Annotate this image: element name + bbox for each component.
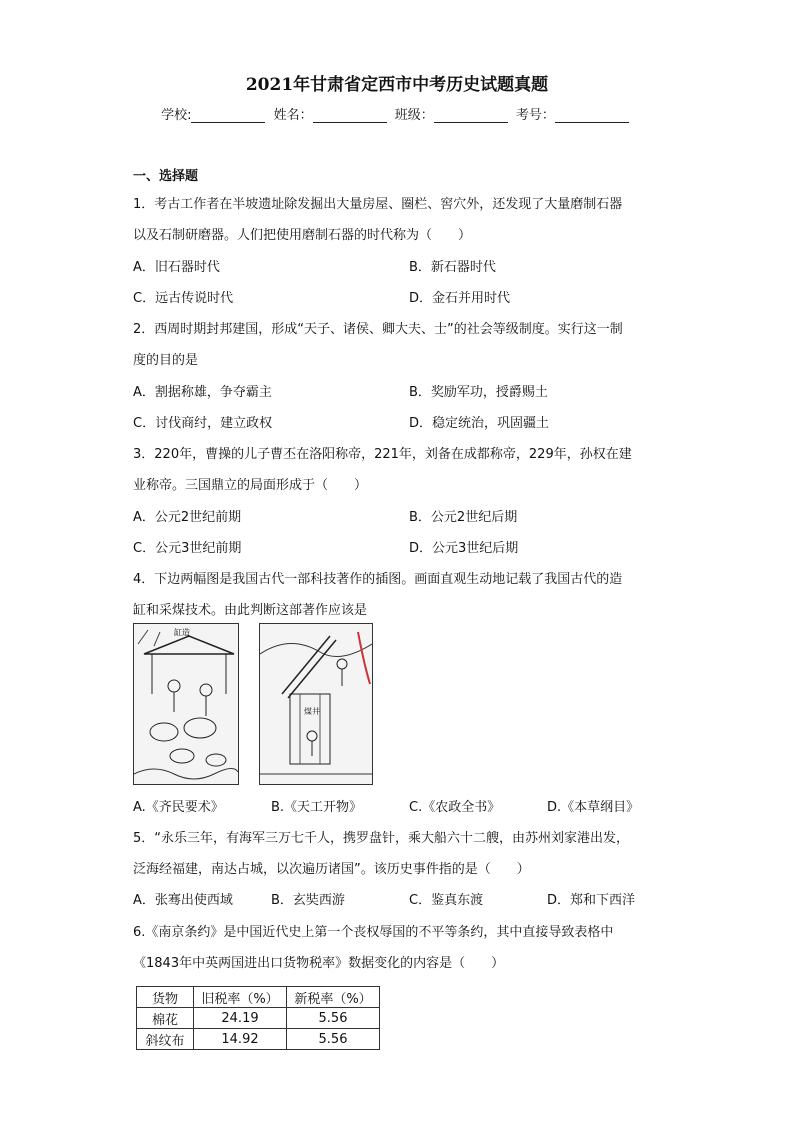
q2-stem-line2: 度的目的是 <box>133 353 199 368</box>
q1-option-a: A．旧石器时代 <box>133 260 220 275</box>
number-label: 考号： <box>515 108 555 123</box>
school-blank <box>191 109 265 123</box>
q5-option-c: C．鉴真东渡 <box>409 893 484 908</box>
class-blank <box>434 109 508 123</box>
table-header-cell: 新税率（%） <box>287 987 380 1008</box>
table-row <box>137 1008 380 1029</box>
q2-option-b: B．奖励军功，授爵赐土 <box>409 385 548 400</box>
table-cell: 24.19 <box>194 1008 287 1029</box>
jar-making-illustration <box>133 623 239 785</box>
q1-stem-line1: 1．考古工作者在半坡遗址除发掘出大量房屋、圈栏、窖穴外，还发现了大量磨制石器 <box>133 197 623 212</box>
q3-stem-line1: 3．220年，曹操的儿子曹丕在洛阳称帝，221年，刘备在成都称帝，229年，孙权在建 <box>133 447 632 462</box>
name-label: 姓名： <box>273 108 313 123</box>
q2-option-d: D．稳定统治，巩固疆土 <box>409 416 550 431</box>
q3-stem-line2: 业称帝。三国鼎立的局面形成于（ ） <box>133 478 368 493</box>
q6-stem-line1: 6.《南京条约》是中国近代史上第一个丧权辱国的不平等条约，其中直接导致表格中 <box>133 925 614 940</box>
student-info-line <box>0 104 794 123</box>
q3-option-b: B．公元2世纪后期 <box>409 510 518 525</box>
table-cell: 5.56 <box>287 1008 380 1029</box>
table-cell: 14.92 <box>194 1029 287 1050</box>
q3-option-c: C．公元3世纪前期 <box>133 541 242 556</box>
table-header-cell: 旧税率（%） <box>194 987 287 1008</box>
q5-option-a: A．张骞出使西域 <box>133 893 233 908</box>
q2-stem-line1: 2．西周时期封邦建国，形成“天子、诸侯、卿大夫、士”的社会等级制度。实行这一制 <box>133 322 623 337</box>
table-row <box>137 1029 380 1050</box>
table-cell: 斜纹布 <box>137 1029 194 1050</box>
q5-option-b: B．玄奘西游 <box>271 893 345 908</box>
coal-mining-label: 煤井 <box>304 707 320 716</box>
school-label: 学校: <box>161 108 192 123</box>
name-blank <box>313 109 387 123</box>
number-blank <box>555 109 629 123</box>
q3-option-a: A．公元2世纪前期 <box>133 510 242 525</box>
table-header-cell: 货物 <box>137 987 194 1008</box>
q2-option-c: C．讨伐商纣，建立政权 <box>133 416 273 431</box>
class-label: 班级： <box>394 108 434 123</box>
q5-stem-line2: 泛海经福建，南达占城，以次遍历诸国”。该历史事件指的是（ ） <box>133 862 530 877</box>
q4-option-d: D.《本草纲目》 <box>547 800 640 815</box>
q4-option-a: A.《齐民要术》 <box>133 800 224 815</box>
section-heading: 一、选择题 <box>133 169 199 184</box>
q4-option-b: B.《天工开物》 <box>271 800 363 815</box>
q1-option-c: C．远古传说时代 <box>133 291 234 306</box>
q1-option-b: B．新石器时代 <box>409 260 496 275</box>
tax-rate-table <box>136 986 380 1050</box>
q3-option-d: D．公元3世纪后期 <box>409 541 519 556</box>
q2-option-a: A．割据称雄，争夺霸主 <box>133 385 272 400</box>
q1-stem-line2: 以及石制研磨器。人们把使用磨制石器的时代称为（ ） <box>133 228 472 243</box>
q4-stem-line2: 缸和采煤技术。由此判断这部著作应该是 <box>133 603 368 618</box>
jar-making-drawing <box>134 624 238 784</box>
q5-option-d: D．郑和下西洋 <box>547 893 636 908</box>
jar-making-label: 缸造 <box>174 628 190 637</box>
q5-stem-line1: 5．“永乐三年，有海军三万七千人，携罗盘针，乘大船六十二艘，由苏州刘家港出发， <box>133 831 630 846</box>
q1-option-d: D．金石并用时代 <box>409 291 511 306</box>
table-header-row <box>137 987 380 1008</box>
table-cell: 棉花 <box>137 1008 194 1029</box>
exam-title: 2021年甘肃省定西市中考历史试题真题 <box>245 75 549 95</box>
q4-option-c: C.《农政全书》 <box>409 800 501 815</box>
coal-mining-drawing <box>260 624 372 784</box>
q6-stem-line2: 《1843年中英两国进出口货物税率》数据变化的内容是（ ） <box>133 956 505 971</box>
table-cell: 5.56 <box>287 1029 380 1050</box>
coal-mining-illustration <box>259 623 373 785</box>
q4-stem-line1: 4．下边两幅图是我国古代一部科技著作的插图。画面直观生动地记载了我国古代的造 <box>133 572 623 587</box>
